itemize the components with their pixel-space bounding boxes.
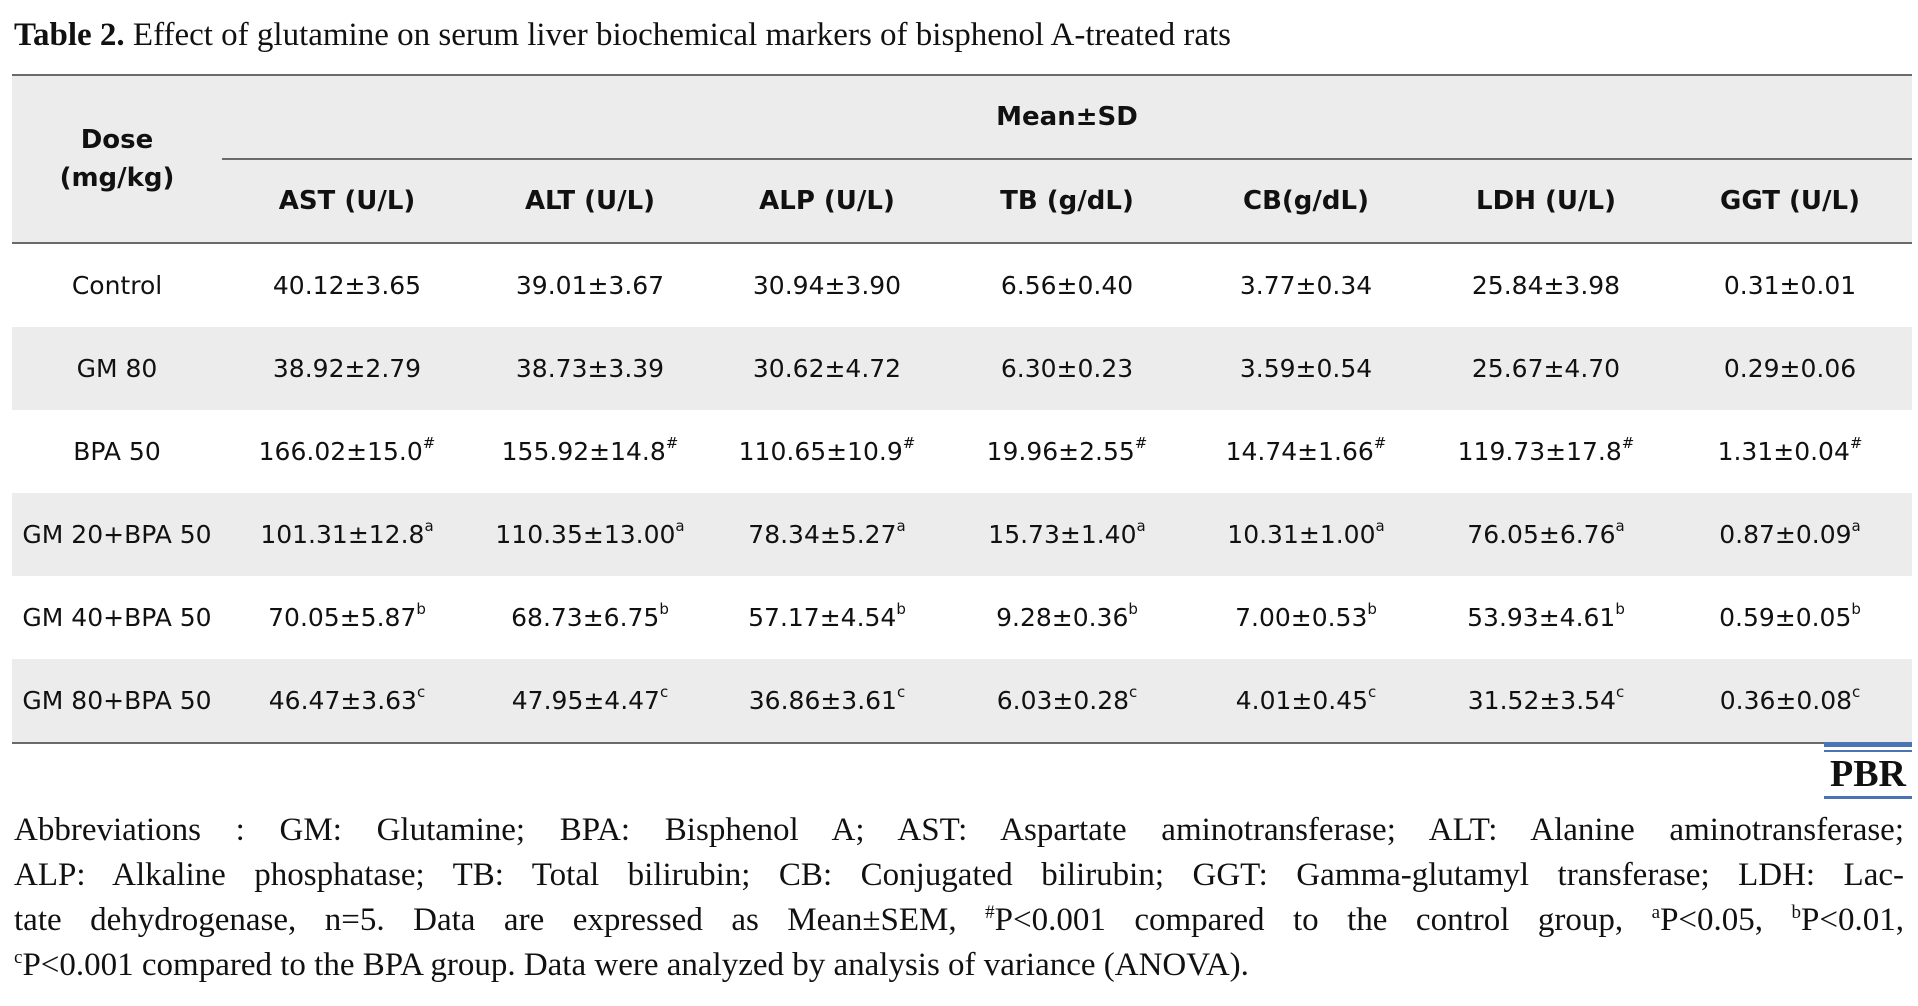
value-cell xyxy=(946,659,1188,743)
cell-value: 47.95±4.47 xyxy=(511,686,660,715)
column-header-row xyxy=(12,159,1912,243)
table-label: Table 2. xyxy=(14,17,125,53)
table-title: Effect of glutamine on serum liver biochemical markers of bisphenol A-treated rats xyxy=(124,17,1232,53)
cell-value: 30.62±4.72 xyxy=(752,354,902,383)
dose-header xyxy=(12,75,222,243)
significance-marker: b xyxy=(1851,599,1861,618)
table-row xyxy=(12,576,1912,659)
table-row xyxy=(12,410,1912,493)
value-cell xyxy=(1424,493,1668,576)
value-cell xyxy=(1424,327,1668,410)
value-cell xyxy=(222,410,472,493)
column-header: GGT (U/L) xyxy=(1668,159,1912,243)
significance-marker: a xyxy=(1615,516,1625,535)
value-cell xyxy=(708,243,946,327)
footnote-line-3 xyxy=(14,898,1904,943)
cell-value: 40.12±3.65 xyxy=(272,271,422,300)
value-cell xyxy=(1188,493,1424,576)
value-cell xyxy=(222,493,472,576)
value-cell xyxy=(1668,659,1912,743)
results-table xyxy=(12,74,1912,744)
significance-marker: a xyxy=(896,516,906,535)
logo-text: PBR xyxy=(1830,753,1906,795)
dose-header-line2: (mg/kg) xyxy=(59,163,175,193)
footnote-text: tate dehydrogenase, n=5. Data are expressed as Mean±SEM, xyxy=(14,902,986,938)
value-cell xyxy=(1188,410,1424,493)
table-body xyxy=(12,243,1912,743)
value-cell xyxy=(1668,243,1912,327)
value-cell xyxy=(472,493,708,576)
cell-value: 38.73±3.39 xyxy=(515,354,665,383)
cell-value: 25.67±4.70 xyxy=(1471,354,1621,383)
dose-cell: GM 20+BPA 50 xyxy=(12,493,222,576)
significance-marker: a xyxy=(1375,516,1385,535)
column-header: AST (U/L) xyxy=(222,159,472,243)
significance-marker: # xyxy=(1134,433,1148,452)
value-cell xyxy=(222,243,472,327)
value-cell xyxy=(1424,576,1668,659)
value-cell xyxy=(222,659,472,743)
value-cell xyxy=(472,243,708,327)
value-cell xyxy=(1668,410,1912,493)
cell-value: 3.77±0.34 xyxy=(1239,271,1373,300)
footnote xyxy=(14,808,1904,988)
significance-marker: # xyxy=(1373,433,1387,452)
significance-marker: c xyxy=(896,682,906,701)
footnote-text: P<0.001 compared to the BPA group. Data were analyzed by analysis of variance (ANOVA). xyxy=(22,947,1249,983)
column-header: CB(g/dL) xyxy=(1188,159,1424,243)
value-cell xyxy=(946,493,1188,576)
value-cell xyxy=(1424,243,1668,327)
cell-value: 57.17±4.54 xyxy=(748,603,897,632)
significance-marker: c xyxy=(1368,682,1377,701)
significance-marker: b xyxy=(416,599,426,618)
cell-value: 39.01±3.67 xyxy=(515,271,665,300)
significance-marker: b xyxy=(1615,599,1625,618)
cell-value: 0.59±0.05 xyxy=(1719,603,1852,632)
footnote-text: P<0.001 compared to the control group, xyxy=(994,902,1652,938)
value-cell xyxy=(1424,410,1668,493)
cell-value: 6.30±0.23 xyxy=(1000,354,1134,383)
value-cell xyxy=(472,327,708,410)
value-cell xyxy=(1668,493,1912,576)
cell-value: 166.02±15.0 xyxy=(258,437,423,466)
value-cell xyxy=(708,493,946,576)
cell-value: 4.01±0.45 xyxy=(1235,686,1369,715)
value-cell xyxy=(472,576,708,659)
cell-value: 101.31±12.8 xyxy=(260,520,425,549)
cell-value: 6.56±0.40 xyxy=(1000,271,1134,300)
cell-value: 25.84±3.98 xyxy=(1471,271,1621,300)
significance-marker: b xyxy=(659,599,669,618)
table-row xyxy=(12,659,1912,743)
value-cell xyxy=(946,576,1188,659)
dose-cell: GM 80+BPA 50 xyxy=(12,659,222,743)
cell-value: 0.87±0.09 xyxy=(1719,520,1852,549)
cell-value: 36.86±3.61 xyxy=(748,686,897,715)
cell-value: 31.52±3.54 xyxy=(1467,686,1616,715)
table-row xyxy=(12,493,1912,576)
significance-marker: a xyxy=(1136,516,1146,535)
logo-bar-top xyxy=(1824,742,1912,747)
cell-value: 155.92±14.8 xyxy=(501,437,666,466)
footnote-line-1: Abbreviations : GM: Glutamine; BPA: Bisphenol A; AST: Aspartate aminotransferase; ALT: Alanine aminotransferase; xyxy=(14,812,1904,848)
value-cell xyxy=(946,410,1188,493)
cell-value: 3.59±0.54 xyxy=(1239,354,1373,383)
significance-marker: # xyxy=(422,433,436,452)
cell-value: 7.00±0.53 xyxy=(1235,603,1368,632)
footnote-text: P<0.01, xyxy=(1801,902,1905,938)
column-header: LDH (U/L) xyxy=(1424,159,1668,243)
value-cell xyxy=(222,327,472,410)
value-cell xyxy=(1188,659,1424,743)
footnote-line-4 xyxy=(14,943,1904,988)
cell-value: 110.35±13.00 xyxy=(495,520,676,549)
value-cell xyxy=(708,327,946,410)
significance-marker: # xyxy=(1849,433,1863,452)
table-row xyxy=(12,327,1912,410)
significance-marker: a xyxy=(424,516,434,535)
cell-value: 46.47±3.63 xyxy=(268,686,417,715)
value-cell xyxy=(1668,327,1912,410)
cell-value: 1.31±0.04 xyxy=(1717,437,1850,466)
cell-value: 70.05±5.87 xyxy=(268,603,417,632)
significance-marker: b xyxy=(1128,599,1138,618)
cell-value: 10.31±1.00 xyxy=(1227,520,1376,549)
value-cell xyxy=(708,410,946,493)
significance-marker: # xyxy=(1621,433,1635,452)
value-cell xyxy=(472,659,708,743)
value-cell xyxy=(1668,576,1912,659)
footnote-line-2: ALP: Alkaline phosphatase; TB: Total bilirubin; CB: Conjugated bilirubin; GGT: Gamma-glutamyl transferase; LDH: Lac- xyxy=(14,857,1904,893)
cell-value: 6.03±0.28 xyxy=(996,686,1130,715)
column-header: ALP (U/L) xyxy=(708,159,946,243)
value-cell xyxy=(1188,576,1424,659)
dose-cell: Control xyxy=(71,271,163,300)
footnote-sup: c xyxy=(14,947,23,968)
significance-marker: b xyxy=(896,599,906,618)
cell-value: 38.92±2.79 xyxy=(272,354,422,383)
cell-value: 0.31±0.01 xyxy=(1723,271,1857,300)
cell-value: 30.94±3.90 xyxy=(752,271,902,300)
footnote-sup: a xyxy=(1651,902,1661,923)
logo-bar-thin xyxy=(1824,750,1912,752)
cell-value: 9.28±0.36 xyxy=(996,603,1129,632)
cell-value: 78.34±5.27 xyxy=(748,520,897,549)
significance-marker: # xyxy=(902,433,916,452)
cell-value: 14.74±1.66 xyxy=(1225,437,1374,466)
significance-marker: c xyxy=(1615,682,1625,701)
column-header: ALT (U/L) xyxy=(472,159,708,243)
group-header: Mean±SD xyxy=(222,75,1912,159)
value-cell xyxy=(222,576,472,659)
significance-marker: c xyxy=(659,682,669,701)
dose-cell: GM 80 xyxy=(12,327,222,410)
significance-marker: a xyxy=(1851,516,1861,535)
column-header: TB (g/dL) xyxy=(946,159,1188,243)
value-cell xyxy=(1188,327,1424,410)
table-row xyxy=(12,243,1912,327)
value-cell xyxy=(708,659,946,743)
cell-value: 0.36±0.08 xyxy=(1719,686,1853,715)
cell-value: 19.96±2.55 xyxy=(986,437,1135,466)
footnote-sup: # xyxy=(985,902,995,923)
cell-value: 15.73±1.40 xyxy=(988,520,1137,549)
value-cell xyxy=(708,576,946,659)
cell-value: 68.73±6.75 xyxy=(511,603,660,632)
significance-marker: # xyxy=(665,433,679,452)
significance-marker: c xyxy=(1852,682,1861,701)
value-cell xyxy=(1188,243,1424,327)
logo-bar-bottom xyxy=(1824,796,1912,799)
cell-value: 119.73±17.8 xyxy=(1457,437,1622,466)
cell-value: 0.29±0.06 xyxy=(1723,354,1857,383)
value-cell xyxy=(1424,659,1668,743)
cell-value: 110.65±10.9 xyxy=(738,437,903,466)
significance-marker: b xyxy=(1367,599,1377,618)
pbr-logo xyxy=(1824,742,1912,800)
dose-cell: GM 40+BPA 50 xyxy=(22,603,212,632)
value-cell xyxy=(946,243,1188,327)
footnote-text: P<0.05, xyxy=(1660,902,1792,938)
footnote-sup: b xyxy=(1791,902,1802,923)
value-cell xyxy=(946,327,1188,410)
dose-header-line1: Dose xyxy=(80,125,154,155)
cell-value: 53.93±4.61 xyxy=(1467,603,1616,632)
cell-value: 76.05±6.76 xyxy=(1467,520,1616,549)
dose-cell: BPA 50 xyxy=(73,437,161,466)
value-cell xyxy=(472,410,708,493)
significance-marker: c xyxy=(416,682,426,701)
table-caption xyxy=(14,14,1904,56)
significance-marker: a xyxy=(675,516,685,535)
significance-marker: c xyxy=(1129,682,1138,701)
